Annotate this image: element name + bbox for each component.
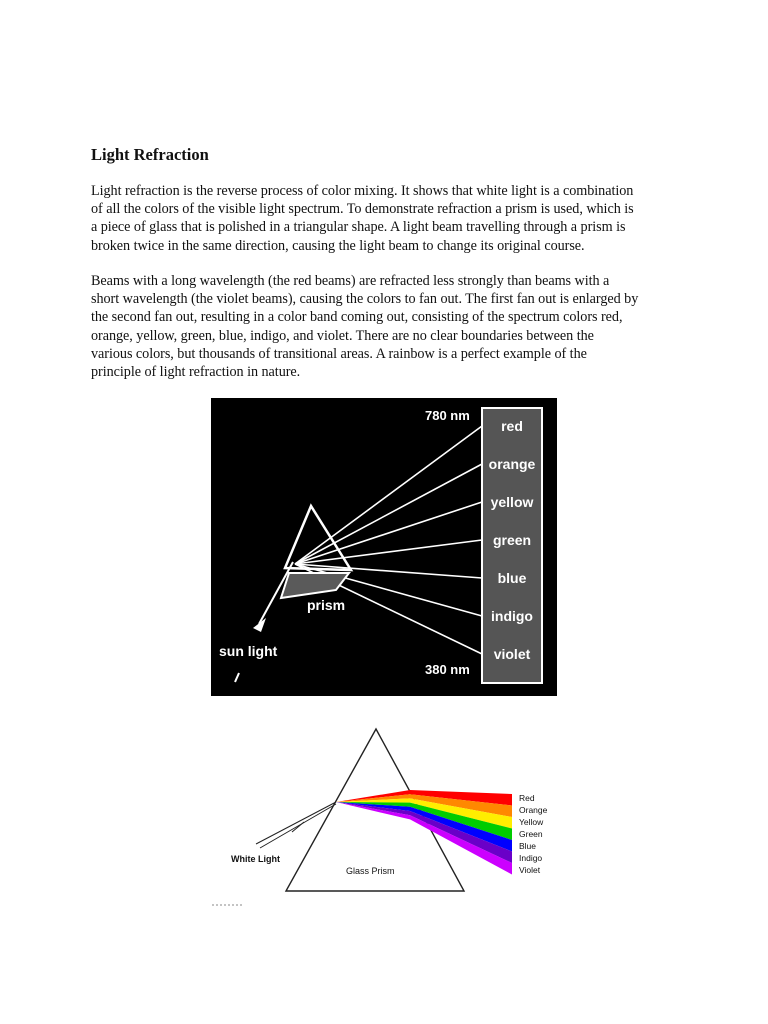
spectrum-color-label: indigo [491, 608, 533, 624]
prism-label: prism [307, 597, 346, 613]
spectrum-color-label: blue [497, 570, 527, 586]
sun-light-label: sun light [219, 643, 278, 659]
legend-label: Red [519, 793, 535, 803]
legend-label: Yellow [519, 817, 544, 827]
legend-label: Green [519, 829, 543, 839]
wavelength-top-label: 780 nm [425, 408, 470, 423]
spectrum-bands [336, 790, 512, 875]
spectrum-color-label: yellow [490, 494, 534, 510]
paragraph-1 [91, 182, 671, 255]
spectrum-color-label: orange [488, 456, 536, 472]
paragraph-2-line: short wavelength (the violet beams), causing the colors to fan out. The first fan out is enlarged by [91, 291, 639, 308]
glass-prism-diagram [212, 722, 562, 910]
paragraph-1-line: of all the colors of the visible light spectrum. To demonstrate refraction a prism is used, which is [91, 201, 634, 218]
paragraph-1-line: Light refraction is the reverse process of color mixing. It shows that white light is a combination [91, 183, 634, 199]
ray-arrow-icon [292, 822, 304, 832]
spectrum-color-label: red [501, 418, 523, 434]
spectrum-legend [519, 793, 548, 875]
paragraph-2 [91, 272, 671, 381]
paragraph-2-line: orange, yellow, green, blue, indigo, and violet. There are no clear boundaries between the [91, 327, 594, 344]
paragraph-2-line: Beams with a long wavelength (the red beams) are refracted less strongly than beams with a [91, 273, 610, 289]
legend-label: Indigo [519, 853, 543, 863]
paragraph-1-line: a piece of glass that is polished in a triangular shape. A light beam travelling through a prism is [91, 219, 626, 236]
paragraph-2-line: the second fan out, resulting in a color band coming out, consisting of the spectrum colors red, [91, 309, 623, 326]
legend-label: Violet [519, 865, 541, 875]
prism-spectrum-diagram [211, 398, 557, 696]
wavelength-bottom-label: 380 nm [425, 662, 470, 677]
legend-label: Blue [519, 841, 537, 851]
spectrum-color-label: violet [493, 646, 531, 662]
paragraph-2-line: principle of light refraction in nature. [91, 364, 301, 381]
legend-label: Orange [519, 805, 548, 815]
paragraph-1-line: broken twice in the same direction, causing the light beam to change its original course. [91, 237, 585, 254]
page-title: Light Refraction [91, 145, 209, 164]
spectrum-color-label: green [492, 532, 532, 548]
paragraph-2-line: various colors, but thousands of transitional areas. A rainbow is a perfect example of the [91, 345, 587, 362]
white-light-label: White Light [231, 854, 280, 864]
glass-prism-label: Glass Prism [346, 866, 395, 876]
white-light-ray [260, 804, 336, 848]
